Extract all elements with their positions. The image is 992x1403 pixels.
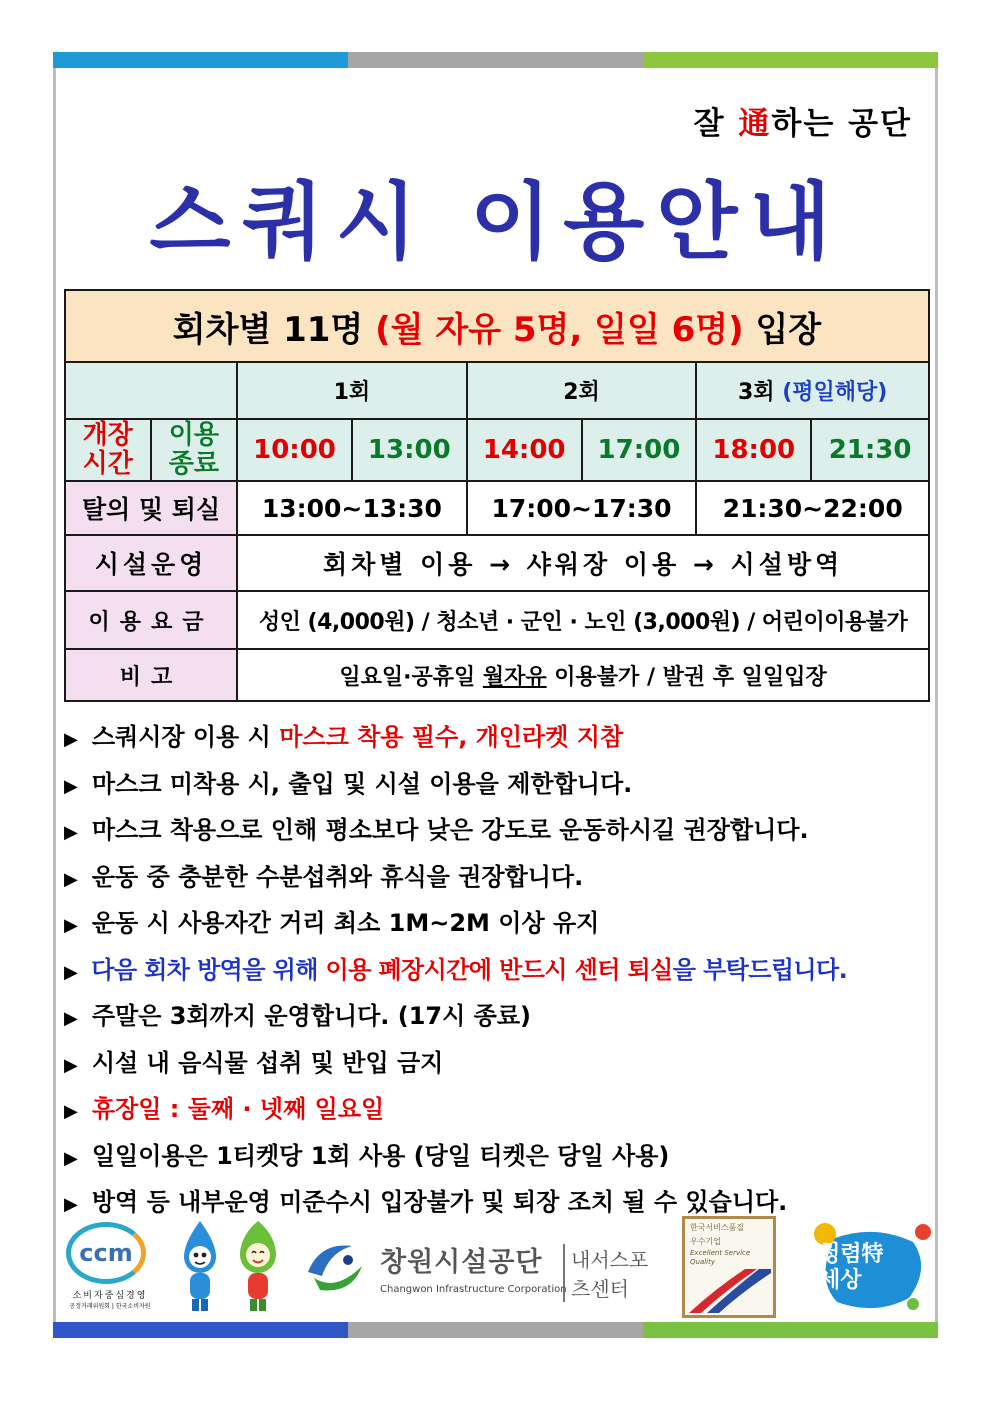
changwon-logo: [300, 1232, 660, 1312]
changwon-emblem-icon: [300, 1232, 370, 1302]
list-item: [64, 993, 944, 1040]
bullet-highlight: 이용 폐장시간에 반드시 센터 퇴실: [325, 955, 673, 984]
capacity-header: [65, 290, 929, 362]
note-label: 비고: [65, 649, 237, 701]
bullet-text: 다음 회차 방역을 위해: [91, 955, 326, 984]
round-3-open: 18:00: [696, 419, 811, 481]
capacity-text: 회차별 11명: [172, 309, 376, 350]
bullet-text: 운동 중 충분한 수분섭취와 휴식을 권장합니다.: [91, 862, 584, 891]
bullet-text: 마스크 미착용 시, 출입 및 시설 이용을 제한합니다.: [91, 769, 633, 798]
ksq-line3: Excellent Service Quality: [690, 1249, 751, 1266]
capacity-tail: 입장: [743, 309, 822, 350]
bullet-text: 주말은 3회까지 운영합니다. (17시 종료): [91, 1002, 531, 1030]
exit-time-2: 17:00~17:30: [467, 481, 697, 535]
note-value: [237, 649, 929, 701]
bullet-text-end: 을 부탁드립니다.: [672, 955, 848, 984]
mascot-green: [240, 1221, 276, 1311]
note-pre: 일요일·공휴일: [339, 664, 483, 690]
ccm-subtitle2: 공정거래위원회 | 한국소비자원: [69, 1303, 151, 1310]
page-title: 스쿼시 이용안내: [149, 173, 843, 271]
ccm-subtitle: 소비자중심경영: [72, 1291, 148, 1301]
round-3: [696, 362, 929, 419]
slogan-post: 하는 공단: [771, 106, 912, 142]
bullet-text: 운동 시 사용자간 거리 최소 1M~2M 이상 유지: [91, 909, 600, 937]
list-item: [64, 807, 944, 854]
triangle-icon: ▶: [64, 915, 78, 936]
list-item: [64, 1086, 944, 1133]
exit-time-3: 21:30~22:00: [696, 481, 929, 535]
clean-line2: 세상: [819, 1268, 862, 1293]
org-name: 창원시설공단: [380, 1247, 543, 1278]
triangle-icon: ▶: [64, 1194, 78, 1215]
org-english-name: Changwon Infrastructure Corporation: [380, 1284, 567, 1295]
round-2: 2회: [467, 362, 697, 419]
list-item: [64, 1133, 944, 1180]
exit-label: 탈의 및 퇴실: [65, 481, 237, 535]
ccm-ring: [66, 1222, 146, 1284]
end-time-label: [151, 419, 238, 481]
end-label-line2: 종료: [168, 449, 219, 479]
capacity-detail: (월 자유 5명, 일일 6명): [375, 309, 744, 350]
round-1-open: 10:00: [237, 419, 352, 481]
ksq-certificate: [682, 1216, 776, 1318]
bullet-text: 스쿼시장 이용 시: [91, 723, 280, 751]
triangle-icon: ▶: [64, 1054, 78, 1076]
round-2-end: 17:00: [582, 419, 697, 481]
bullet-text: 방역 등 내부운영 미준수시 입장불가 및 퇴장 조치 될 수 있습니다.: [91, 1188, 788, 1216]
ccm-logo: [66, 1222, 154, 1310]
bullet-text: 마스크 착용으로 인해 평소보다 낮은 강도로 운동하시길 권장합니다.: [91, 816, 809, 844]
clean-world-text: [819, 1242, 884, 1294]
slogan-pre: 잘: [693, 106, 739, 142]
open-label-line2: 시간: [82, 449, 133, 479]
footer-logos: [60, 1212, 940, 1322]
notice-list: [64, 714, 944, 1226]
triangle-icon: ▶: [64, 729, 78, 750]
list-item: [64, 761, 944, 808]
top-color-bar: [53, 52, 938, 68]
list-item: [64, 1040, 944, 1087]
triangle-icon: ▶: [64, 961, 78, 983]
triangle-icon: ▶: [64, 775, 78, 797]
ccm-text: ccm: [79, 1239, 133, 1267]
open-label-line1: 개장: [82, 420, 133, 450]
round-3-label: 3회: [737, 380, 775, 405]
exit-time-1: 13:00~13:30: [237, 481, 467, 535]
triangle-icon: ▶: [64, 868, 78, 890]
slogan: [694, 98, 912, 143]
org-subname: 내서스포츠센터: [563, 1244, 660, 1302]
bullet-text: 일일이용은 1티켓당 1회 사용 (당일 티켓은 당일 사용): [91, 1141, 670, 1170]
clean-world-logo: [805, 1218, 935, 1316]
list-item: [64, 854, 944, 901]
bullet-highlight: 마스크 착용 필수, 개인라켓 지참: [279, 723, 624, 751]
ops-value: 회차별 이용 → 샤워장 이용 → 시설방역: [237, 535, 929, 591]
ksq-line1: 한국서비스품질: [690, 1223, 745, 1232]
round-2-open: 14:00: [467, 419, 582, 481]
schedule-table: [64, 289, 930, 702]
note-underline: 월자유: [482, 664, 547, 690]
ksq-line2: 우수기업: [690, 1237, 721, 1246]
fee-label: 이용요금: [65, 591, 237, 649]
round-3-end: 21:30: [811, 419, 929, 481]
round-1: 1회: [237, 362, 467, 419]
note-post: 이용불가 / 발권 후 일일입장: [546, 664, 827, 690]
slogan-highlight: 通: [738, 106, 772, 142]
round-1-end: 13:00: [352, 419, 467, 481]
triangle-icon: ▶: [64, 1101, 78, 1122]
list-item: [64, 714, 944, 761]
mascot-characters: [170, 1217, 290, 1317]
bullet-text: 휴장일 : 둘째 · 넷째 일요일: [91, 1095, 385, 1123]
list-item: [64, 900, 944, 947]
ksq-stripe-icon: [685, 1269, 773, 1315]
open-time-label: [65, 419, 151, 481]
fee-value: 성인 (4,000원) / 청소년 · 군인 · 노인 (3,000원) / 어린이이용불가: [237, 591, 929, 649]
triangle-icon: ▶: [64, 1008, 78, 1029]
triangle-icon: ▶: [64, 1147, 78, 1169]
bottom-color-bar: [53, 1322, 938, 1338]
list-item: [64, 947, 944, 994]
end-label-line1: 이용: [168, 420, 219, 450]
ops-label: 시설운영: [65, 535, 237, 591]
mascot-blue: [184, 1221, 216, 1311]
round-3-note: (평일해당): [782, 380, 888, 405]
rounds-corner: [65, 362, 237, 419]
clean-line1: 청렴特: [819, 1242, 884, 1267]
bullet-text: 시설 내 음식물 섭취 및 반입 금지: [91, 1048, 444, 1077]
triangle-icon: ▶: [64, 822, 78, 843]
